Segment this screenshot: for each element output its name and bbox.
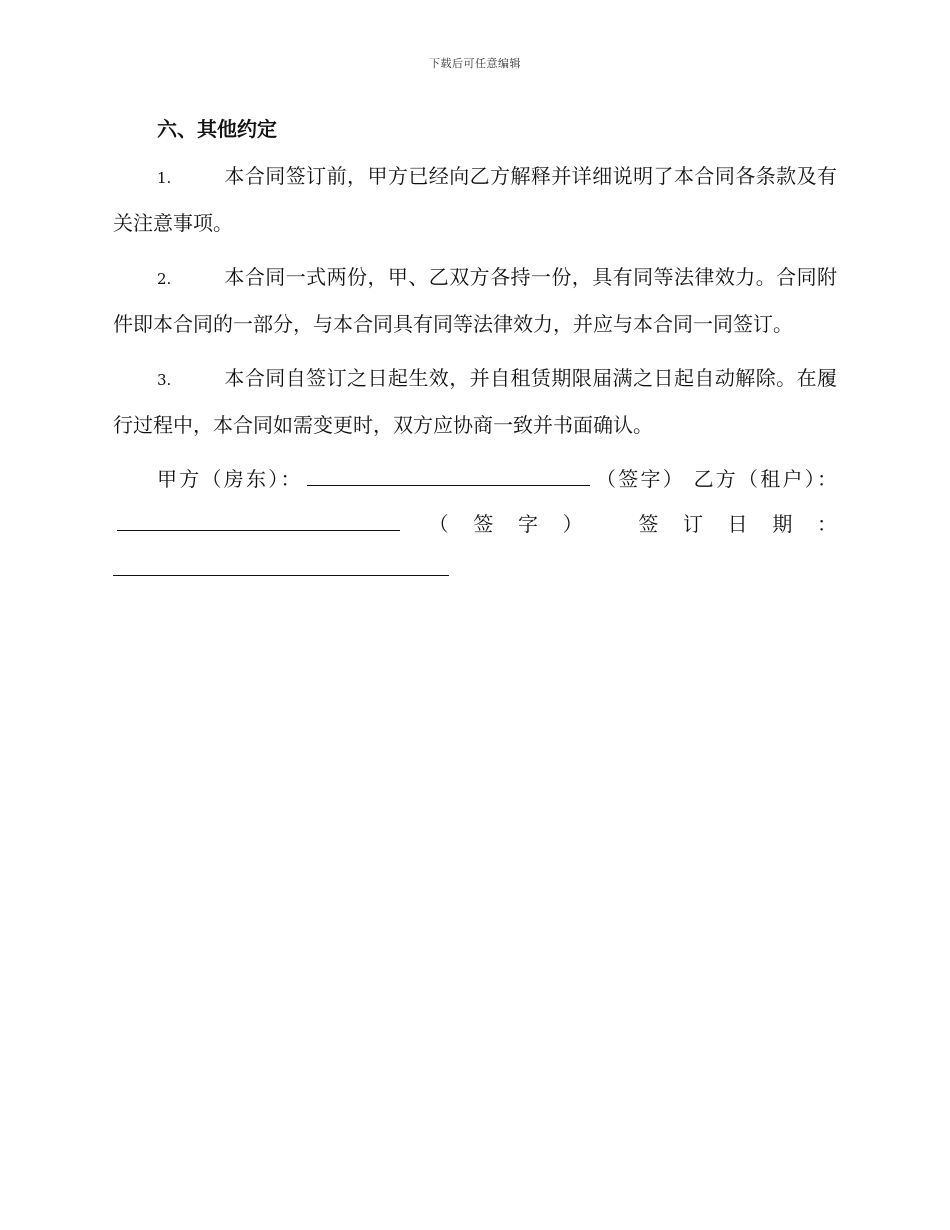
party-a-sign-note: （签字） — [593, 467, 685, 491]
party-b-signature-line[interactable] — [117, 514, 400, 531]
party-a-signature-line[interactable] — [307, 469, 590, 486]
clause-1 — [113, 154, 837, 246]
header-note: 下载后可任意编辑 — [429, 57, 521, 70]
party-b-sign-note: （签字） — [404, 512, 608, 536]
clause-text: 本合同一式两份，甲、乙双方各持一份，具有同等法律效力。合同附件即本合同的一部分，与本合同具有同等法律效力，并应与本合同一同签订。 — [113, 265, 837, 336]
clause-number: 1. — [157, 169, 172, 187]
date-signature-line[interactable] — [113, 559, 449, 576]
clause-number: 3. — [157, 371, 172, 389]
clause-text: 本合同自签订之日起生效，并自租赁期限届满之日起自动解除。在履行过程中，本合同如需变更时，双方应协商一致并书面确认。 — [113, 366, 837, 437]
party-b-label: 乙方（租户）： — [693, 467, 838, 491]
clause-number: 2. — [157, 270, 172, 288]
section-title: 六、其他约定 — [157, 117, 277, 141]
party-a-label: 甲方（房东）： — [157, 467, 303, 491]
document-body — [113, 112, 837, 601]
clause-3 — [113, 356, 837, 448]
signature-block — [113, 457, 837, 592]
clause-2 — [113, 255, 837, 347]
date-label: 签订日期： — [638, 512, 838, 536]
clause-text: 本合同签订前，甲方已经向乙方解释并详细说明了本合同各条款及有关注意事项。 — [113, 164, 837, 235]
